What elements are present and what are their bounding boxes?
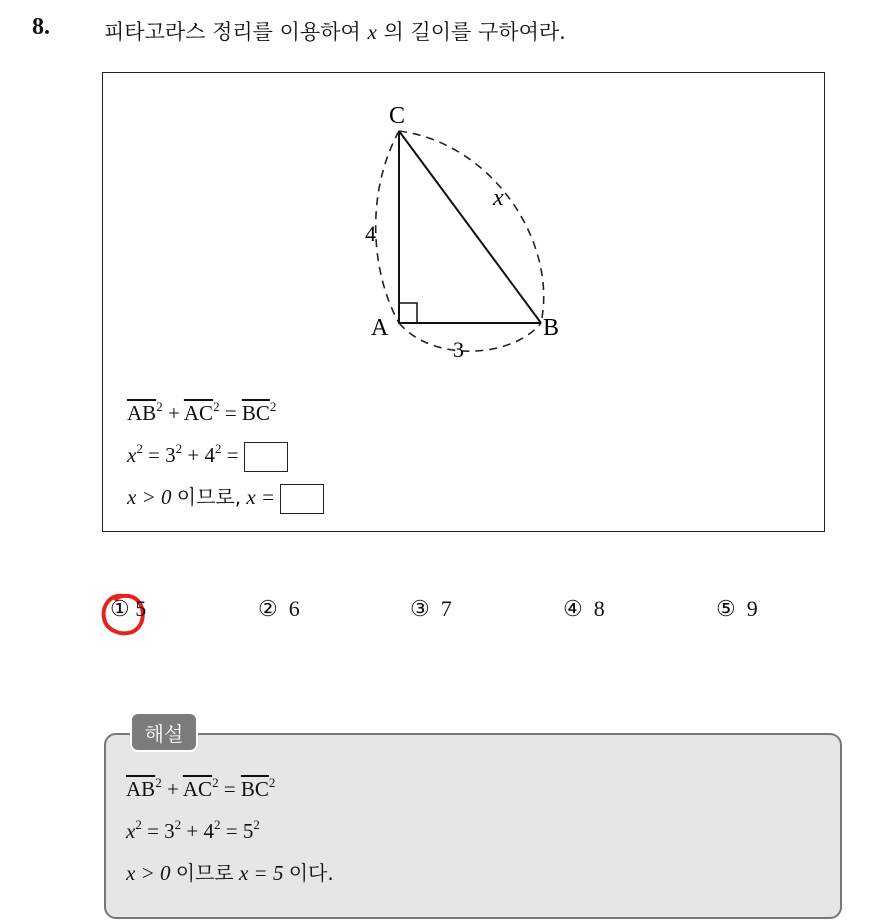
exp: 2 [212, 775, 219, 790]
solution-box [104, 733, 842, 919]
question-number: 8. [32, 14, 50, 40]
choice-4-marker: ④ [563, 596, 583, 621]
line3-cond: x > 0 [127, 485, 172, 509]
choice-5[interactable] [716, 596, 758, 622]
seg-bc: $\overline{BC}$ [241, 401, 270, 425]
sol-line2-expr: = 3 [147, 819, 175, 843]
question-text-after: 의 길이를 구하여라. [383, 20, 566, 44]
exp: 2 [213, 399, 220, 414]
solution-tab: 해설 [130, 712, 198, 752]
question-text [104, 16, 566, 46]
sol-line3-eq: x = 5 [238, 861, 284, 885]
label-c: C [389, 103, 406, 129]
choice-1[interactable] [110, 596, 146, 622]
exp: 2 [253, 817, 260, 832]
label-b: B [543, 315, 560, 341]
answer-blank-1[interactable] [244, 442, 288, 472]
exp: 2 [156, 399, 163, 414]
exp: 2 [214, 817, 221, 832]
line3-text: 이므로, [176, 485, 242, 509]
exp: 2 [174, 817, 182, 832]
exp: 2 [268, 775, 276, 790]
line2-eq: = [226, 443, 239, 467]
choice-5-marker: ⑤ [716, 596, 736, 621]
label-side-bc: x [493, 185, 504, 211]
work-line-1 [127, 399, 276, 426]
exp: 2 [269, 399, 277, 414]
label-side-ac: 4 [365, 221, 376, 246]
choice-1-value: 5 [135, 596, 147, 621]
choice-5-value: 9 [746, 596, 758, 621]
choice-3-marker: ③ [410, 596, 430, 621]
solution-line-2 [126, 817, 260, 844]
sol-line2-result: = 5 [225, 819, 254, 843]
question-variable: x [367, 20, 377, 44]
exp: 2 [175, 441, 183, 456]
choices [0, 596, 884, 630]
arc-ab [399, 323, 541, 351]
problem-box [102, 72, 825, 532]
exp: 2 [155, 775, 162, 790]
seg-ab: $\overline{AB}$ [127, 401, 157, 425]
sol-seg-bc: $\overline{BC}$ [240, 777, 269, 801]
equals: = [224, 401, 237, 425]
line2-plus4: + 4 [187, 443, 216, 467]
choice-3-value: 7 [440, 596, 452, 621]
choice-1-marker: ① [110, 596, 130, 621]
choice-2[interactable] [258, 596, 300, 622]
sol-line3-text2: 이다. [288, 861, 334, 885]
line3-x: x = [246, 485, 276, 509]
choice-4-value: 8 [593, 596, 605, 621]
sol-plus: + [166, 777, 179, 801]
sol-seg-ac: $\overline{AC}$ [182, 777, 213, 801]
sol-equals: = [223, 777, 236, 801]
choice-4[interactable] [563, 596, 605, 622]
solution-line-1 [126, 775, 275, 802]
sol-line3-text1: 이므로 [175, 861, 234, 885]
exp: 2 [215, 441, 222, 456]
question-text-before: 피타고라스 정리를 이용하여 [104, 20, 361, 44]
line2-expr: = 3 [148, 443, 176, 467]
right-angle-mark [399, 303, 417, 323]
exp: 2 [135, 817, 142, 832]
label-a: A [371, 315, 389, 341]
seg-ac: $\overline{AC}$ [183, 401, 214, 425]
var-x: x [127, 443, 137, 467]
sol-line3-cond: x > 0 [126, 861, 171, 885]
sol-seg-ab: $\overline{AB}$ [126, 777, 156, 801]
label-side-ab: 3 [453, 337, 464, 362]
choice-2-value: 6 [288, 596, 300, 621]
sol-var-x: x [126, 819, 136, 843]
arc-ac [376, 131, 399, 323]
triangle-figure [103, 73, 823, 373]
work-line-3 [127, 481, 324, 514]
exp: 2 [136, 441, 143, 456]
plus: + [167, 401, 180, 425]
solution-line-3 [126, 857, 334, 886]
answer-blank-2[interactable] [280, 484, 324, 514]
work-line-2 [127, 441, 288, 472]
choice-2-marker: ② [258, 596, 278, 621]
choice-3[interactable] [410, 596, 452, 622]
sol-line2-plus4: + 4 [186, 819, 215, 843]
